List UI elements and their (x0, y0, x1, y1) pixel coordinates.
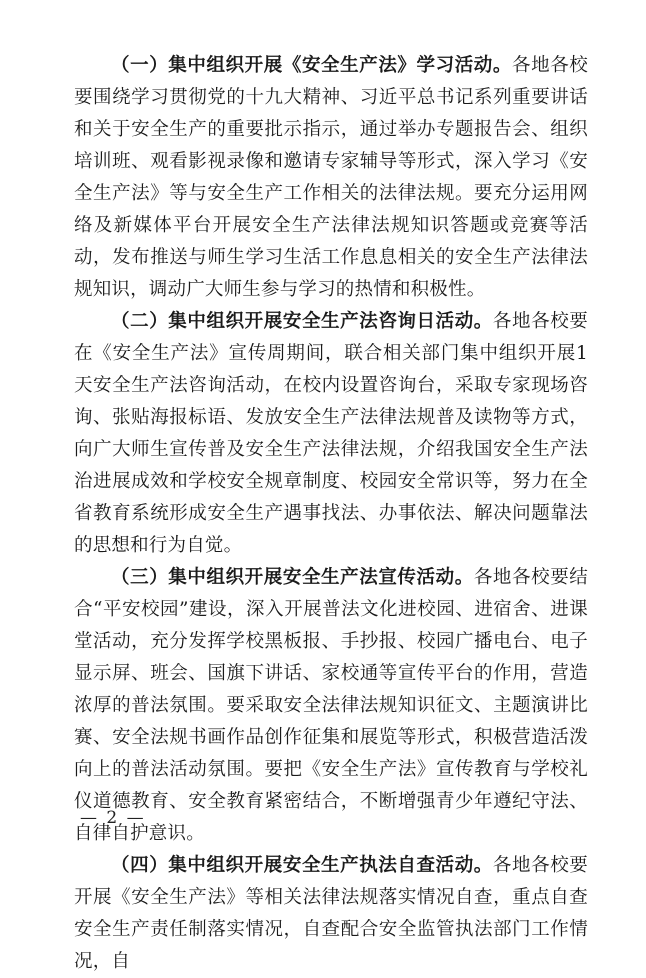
paragraph-4-body: 各地各校要开展《安全生产法》等相关法律法规落实情况自查，重点自查安全生产责任制落实情况，自查配合安全监管执法部门工作情况，自 (74, 855, 588, 972)
document-page (74, 50, 588, 978)
paragraph-1-body: 各地各校要围绕学习贯彻党的十九大精神、习近平总书记系列重要讲话和关于安全生产的重要批示指示，通过举办专题报告会、组织培训班、观看影视录像和邀请专家辅导等形式，深入学习《安全生产法》等与安全生产工作相关的法律法规。要充分运用网络及新媒体平台开展安全生产法律法规知识答题或竞赛等活动，发布推送与师生学习生活工作息息相关的安全生产法律法规知识，调动广大师生参与学习的热情和积极性。 (74, 55, 589, 300)
paragraph-2-heading: （二）集中组织开展安全生产法咨询日活动。 (111, 311, 493, 332)
paragraph-4 (74, 850, 588, 978)
paragraph-3-body: 各地各校要结合“平安校园”建设，深入开展普法文化进校园、进宿舍、进课堂活动，充分发挥学校黑板报、手抄报、校园广播电台、电子显示屏、班会、国旗下讲话、家校通等宣传平台的作用，营造浓厚的普法氛围。要采取安全法律法规知识征文、主题演讲比赛、安全法规书画作品创作征集和展览等形式，积极营造活泼向上的普法活动氛围。要把《安全生产法》宣传教育与学校礼仪道德教育、安全教育紧密结合，不断增强青少年遵纪守法、自律自护意识。 (74, 567, 588, 844)
paragraph-4-heading: （四）集中组织开展安全生产执法自查活动。 (111, 855, 493, 876)
paragraph-1 (74, 50, 588, 306)
paragraph-3-heading: （三）集中组织开展安全生产法宣传活动。 (111, 567, 474, 588)
page-number: — 2 — (80, 808, 146, 828)
paragraph-1-heading: （一）集中组织开展《安全生产法》学习活动。 (111, 55, 513, 76)
paragraph-2-body: 各地各校要在《安全生产法》宣传周期间，联合相关部门集中组织开展1天安全生产法咨询活动，在校内设置咨询台，采取专家现场咨询、张贴海报标语、发放安全生产法律法规普及读物等方式，向广大师生宣传普及安全生产法律法规，介绍我国安全生产法治进展成效和学校安全规章制度、校园安全常识等，努力在全省教育系统形成安全生产遇事找法、办事依法、解决问题靠法的思想和行为自觉。 (74, 311, 588, 556)
paragraph-3 (74, 562, 588, 850)
paragraph-2 (74, 306, 588, 562)
